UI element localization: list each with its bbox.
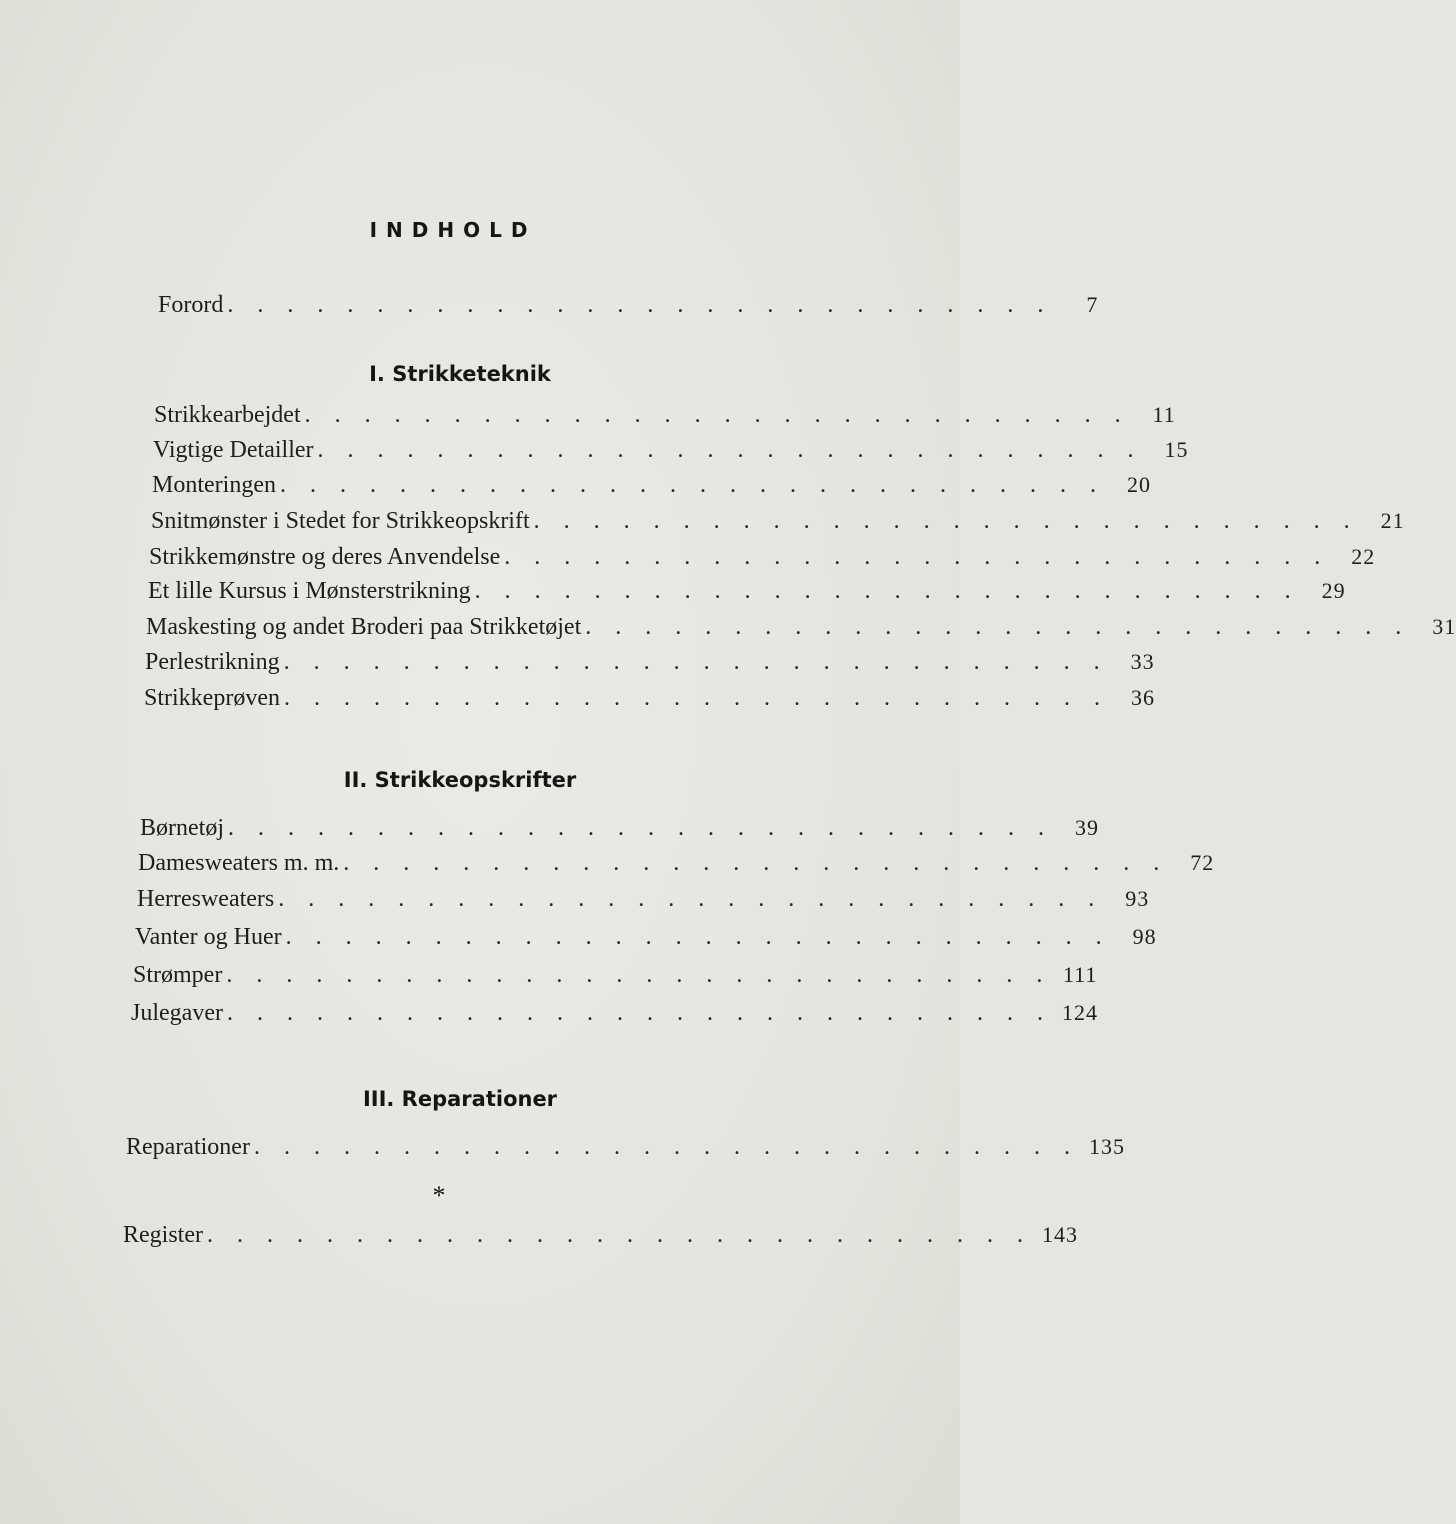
- toc-entry-page: 143: [1041, 1222, 1078, 1247]
- toc-entry-label: Et lille Kursus i Mønsterstrikning: [148, 578, 471, 604]
- toc-entry: [126, 1134, 1125, 1168]
- toc-entry: [140, 815, 1099, 849]
- toc-entry-label: Vigtige Detailler: [153, 437, 314, 463]
- toc-entry-page: 39: [1075, 815, 1099, 840]
- toc-entry-page: 33: [1130, 649, 1155, 674]
- toc-entry-page: 124: [1061, 1000, 1098, 1025]
- leader-dots: . . . . . . . . . . . . . . . . . . . . . . . . . . . .: [228, 815, 1053, 841]
- toc-entry-page: 29: [1321, 578, 1346, 603]
- toc-entry: [153, 437, 1189, 471]
- toc-entry-label: Julegaver: [131, 1000, 223, 1026]
- page-title: INDHOLD: [369, 218, 537, 242]
- toc-entry: [154, 402, 1176, 436]
- toc-entry-label: Strikkemønstre og deres Anvendelse: [149, 544, 501, 570]
- section-heading-2: II. Strikkeopskrifter: [343, 768, 577, 792]
- toc-entry-page: 93: [1125, 886, 1150, 911]
- toc-entry-page: 15: [1164, 437, 1189, 462]
- toc-entry: [146, 614, 1456, 648]
- leader-dots: . . . . . . . . . . . . . . . . . . . . . . . . . . . .: [283, 649, 1109, 675]
- toc-entry: [148, 578, 1346, 612]
- leader-dots: . . . . . . . . . . . . . . . . . . . . . . . . . . . .: [317, 437, 1143, 463]
- toc-entry-page: 36: [1130, 685, 1155, 710]
- leader-dots: . . . . . . . . . . . . . . . . . . . . . . . . . . . .: [278, 886, 1104, 912]
- toc-entry-label: Monteringen: [152, 472, 276, 498]
- leader-dots: . . . . . . . . . . . . . . . . . . . . . . . . . . . .: [504, 544, 1330, 570]
- toc-entry-page: 111: [1062, 962, 1098, 987]
- leader-dots: . . . . . . . . . . . . . . . . . . . . . . . . . . . .: [253, 1134, 1079, 1160]
- toc-entry-label: Strikkearbejdet: [154, 402, 301, 428]
- leader-dots: . . . . . . . . . . . . . . . . . . . . . . . . . . . .: [343, 850, 1169, 876]
- toc-entry-page: 20: [1126, 472, 1151, 497]
- section-heading-3: III. Reparationer: [362, 1087, 558, 1111]
- toc-entry: [151, 508, 1405, 542]
- toc-entry: [152, 472, 1151, 506]
- leader-dots: . . . . . . . . . . . . . . . . . . . . . . . . . . . .: [279, 472, 1105, 498]
- toc-entry-page: 21: [1380, 508, 1405, 533]
- toc-entry-label: Maskesting og andet Broderi paa Strikketøjet: [146, 614, 582, 640]
- toc-entry-page: 31: [1432, 614, 1456, 639]
- toc-entry-label: Damesweaters m. m.: [138, 850, 340, 876]
- toc-entry: [145, 649, 1155, 683]
- toc-entry: [131, 1000, 1098, 1034]
- toc-entry-label: Snitmønster i Stedet for Strikkeopskrift: [151, 508, 530, 534]
- leader-dots: . . . . . . . . . . . . . . . . . . . . . . . . . . . .: [533, 508, 1359, 534]
- toc-entry-label: Forord: [158, 292, 224, 318]
- toc-entry-foreword: [158, 292, 1099, 326]
- leader-dots: . . . . . . . . . . . . . . . . . . . . . . . . . . . .: [226, 962, 1052, 988]
- toc-entry: [149, 544, 1376, 578]
- toc-entry-label: Perlestrikning: [145, 649, 280, 675]
- toc-entry: [144, 685, 1155, 719]
- toc-entry-label: Vanter og Huer: [135, 924, 282, 950]
- leader-dots: . . . . . . . . . . . . . . . . . . . . . . . . . . . .: [285, 924, 1111, 950]
- star-separator: *: [432, 1181, 446, 1210]
- toc-entry-page: 22: [1351, 544, 1376, 569]
- leader-dots: . . . . . . . . . . . . . . . . . . . . . . . . . . . .: [206, 1222, 1032, 1248]
- section-heading-1: I. Strikketeknik: [369, 362, 551, 386]
- toc-entry: [133, 962, 1098, 996]
- toc-entry-page: 72: [1190, 850, 1215, 875]
- leader-dots: . . . . . . . . . . . . . . . . . . . . . . . . . . . .: [585, 614, 1411, 640]
- toc-entry-label: Herresweaters: [137, 886, 275, 912]
- leader-dots: . . . . . . . . . . . . . . . . . . . . . . . . . . . .: [304, 402, 1130, 428]
- toc-entry-register: [123, 1222, 1078, 1256]
- toc-entry-page: 7: [1086, 292, 1099, 317]
- toc-entry-label: Børnetøj: [140, 815, 224, 841]
- toc-entry-page: 98: [1132, 924, 1157, 949]
- leader-dots: . . . . . . . . . . . . . . . . . . . . . . . . . . . .: [283, 685, 1109, 711]
- leader-dots: . . . . . . . . . . . . . . . . . . . . . . . . . . . .: [474, 578, 1300, 604]
- toc-entry: [137, 886, 1150, 920]
- toc-entry-label: Reparationer: [126, 1134, 250, 1160]
- toc-entry-label: Strømper: [133, 962, 223, 988]
- toc-entry-page: 135: [1088, 1134, 1125, 1159]
- toc-entry: [138, 850, 1215, 884]
- leader-dots: . . . . . . . . . . . . . . . . . . . . . . . . . . . .: [226, 1000, 1052, 1026]
- toc-entry: [135, 924, 1157, 958]
- toc-entry-page: 11: [1152, 402, 1176, 427]
- leader-dots: . . . . . . . . . . . . . . . . . . . . . . . . . . . .: [227, 292, 1053, 318]
- toc-entry-label: Strikkeprøven: [144, 685, 280, 711]
- toc-entry-label: Register: [123, 1222, 203, 1248]
